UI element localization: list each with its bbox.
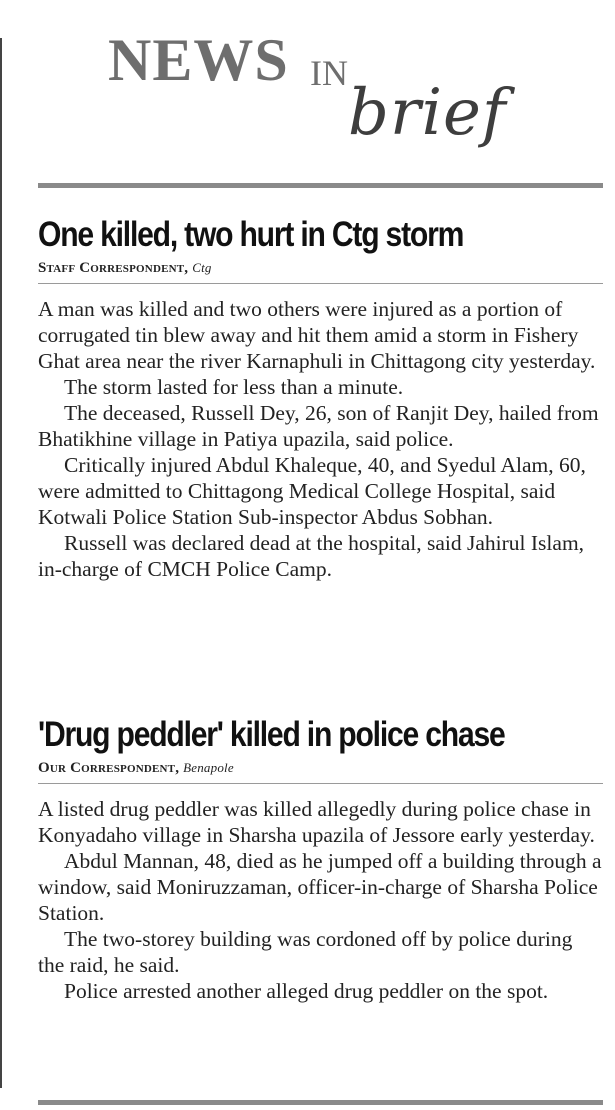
news-in-brief-masthead — [108, 18, 568, 168]
story-paragraph: Critically injured Abdul Khaleque, 40, and Syedul Alam, 60, were admitted to Chittagong Medical College Hospital, said Kotwali Police Station Sub-inspector Abdus Sobhan. — [38, 453, 586, 529]
story-paragraph: A man was killed and two others were injured as a portion of corrugated tin blew away and hit them amid a storm in Fishery Ghat area near the river Karnaphuli in Chittagong city yesterday. — [38, 297, 596, 373]
masthead-rule — [38, 183, 603, 188]
story-byline — [38, 260, 603, 277]
story-paragraph: A listed drug peddler was killed allegedly during police chase in Konyadaho village in Sharsha upazila of Jessore early yesterday. — [38, 797, 595, 847]
masthead-in: IN — [310, 53, 348, 93]
story-paragraph: The storm lasted for less than a minute. — [64, 375, 404, 399]
story-paragraph: The two-storey building was cordoned off by police during the raid, he said. — [38, 927, 573, 977]
byline-author: Our Correspondent, — [38, 760, 180, 776]
story-paragraph: Abdul Mannan, 48, died as he jumped off a building through a window, said Moniruzzaman, officer-in-charge of Sharsha Police Station. — [38, 849, 602, 925]
story-drug-peddler — [38, 712, 603, 1004]
story-paragraph: Police arrested another alleged drug peddler on the spot. — [64, 979, 549, 1003]
byline-place: Benapole — [183, 760, 234, 775]
story-body — [38, 296, 603, 582]
column-left-rule — [0, 38, 2, 1088]
masthead-brief: brief — [348, 76, 507, 150]
story-headline: 'Drug peddler' killed in police chase — [38, 715, 505, 754]
story-paragraph: Russell was declared dead at the hospital, said Jahirul Islam, in-charge of CMCH Police Camp. — [38, 531, 585, 581]
story-byline — [38, 760, 603, 777]
story-paragraph: The deceased, Russell Dey, 26, son of Ranjit Dey, hailed from Bhatikhine village in Patiya upazila, said police. — [38, 401, 599, 451]
story-storm — [38, 212, 603, 582]
byline-rule — [38, 283, 603, 284]
byline-author: Staff Correspondent, — [38, 260, 189, 276]
byline-rule — [38, 783, 603, 784]
story-body — [38, 796, 603, 1004]
masthead-news: NEWS — [108, 27, 289, 93]
bottom-rule — [38, 1100, 603, 1105]
story-headline: One killed, two hurt in Ctg storm — [38, 215, 464, 254]
byline-place: Ctg — [192, 260, 212, 275]
